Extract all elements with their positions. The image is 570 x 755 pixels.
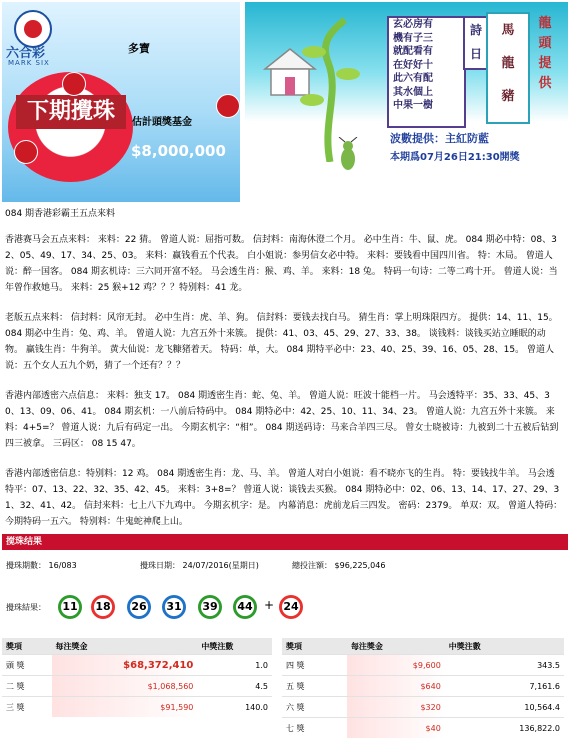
poem-line: 機有子三 bbox=[393, 32, 433, 44]
winner-count: 343.5 bbox=[445, 655, 564, 676]
paragraph: 香港内部透密信息：特别料：12 鸡。 084 期透密生肖：龙、马、羊。 曾道人对白小姐说：看不晓亦飞的生肖。 特：要钱找牛羊。 马会透特平：07、13、22、32、35、42、45。 来料：3+8=？ 曾道人说：谈钱去买猴。 084 期特必中：02、06、13、14、17、27、29、31、32、41、42。 信封来料：七上八下九鸡中。 今期玄机字：是。 内幕消息：虎前龙后三四发。 密码：2379。 单双：双。 曾道人特码：今期特码一五六。 特别料：牛鬼蛇神爬上山。 bbox=[5, 469, 563, 527]
poem-title: 詩日 bbox=[463, 16, 489, 70]
table-row bbox=[282, 676, 564, 697]
result-label: 攪珠結果： bbox=[6, 603, 46, 612]
winner-count: 10,564.4 bbox=[445, 697, 564, 718]
result-ball: 39 bbox=[198, 595, 222, 619]
red-ball-icon bbox=[62, 72, 86, 96]
draw-number: 攪珠期數： 16/083 bbox=[6, 561, 77, 570]
mark-six-banner bbox=[2, 2, 240, 202]
poem-line: 玄必房有 bbox=[393, 19, 433, 30]
turnover: 總投注額： $96,225,046 bbox=[292, 561, 386, 570]
zodiac-item: 馬 bbox=[501, 23, 515, 38]
prize-amount: $40 bbox=[347, 718, 445, 739]
result-ball: 44 bbox=[233, 595, 257, 619]
jackpot-amount: $8,000,000 bbox=[131, 142, 226, 160]
winner-count: 1.0 bbox=[197, 655, 272, 676]
winner-count: 136,822.0 bbox=[445, 718, 564, 739]
side-title: 龍頭提供 bbox=[538, 16, 552, 91]
poem-line: 中果一樹 bbox=[393, 100, 433, 111]
column-header: 中獎注數 bbox=[445, 638, 564, 655]
column-header: 中獎注數 bbox=[197, 638, 272, 655]
prize-amount: $320 bbox=[347, 697, 445, 718]
paragraph: 香港内部透密六点信息： 来料：独支 17。 084 期透密生肖：蛇、兔、羊。 曾道人说：旺波十能档一片。 马会透特平：35、33、45、30、13、09、06、41。 084 期玄机：一八前后特码中。 084 期特必中：42、25、10、11、34、23。 曾道人说：九宫五外十来簇。 来料：4+5=？ 曾道人说：九后有码定一出。 今期玄机字：“相”。 084 期送码诗：马来合羊四三尽。 曾女士晓被诗：九被到二十五被后钻到四三被拿。 三码区： 08 15 47。 bbox=[5, 391, 559, 449]
logo-text: 六合彩 bbox=[6, 46, 46, 61]
table-row bbox=[2, 676, 272, 697]
red-ball-icon bbox=[216, 94, 240, 118]
table-row bbox=[282, 655, 564, 676]
zodiac-item: 豬 bbox=[501, 89, 515, 104]
poem-line: 其水個上 bbox=[393, 86, 433, 98]
result-ball: 26 bbox=[127, 595, 151, 619]
poem-line: 在好好十 bbox=[393, 59, 433, 71]
winner-count: 140.0 bbox=[197, 697, 272, 718]
column-header: 每注獎金 bbox=[52, 638, 198, 655]
prize-name: 六 獎 bbox=[282, 697, 347, 718]
column-header: 獎項 bbox=[2, 638, 52, 655]
paragraph: 香港赛马会五点来料： 来料：22 猜。 曾道人说：屈指可数。 信封料：南海休澄二个月。 必中生肖：牛、鼠、虎。 084 期必中特：08、32、05、49、17、34、25、03。 来料：赢钱看五个代表。 白小姐说：参男信女必中特。 来料：要钱看中国四川省。 特：木局。 曾道人说：醉一国客。 084 期玄机诗：三六同开富不轻。 马会透生肖：猴、鸡、羊。 来料：18 兔。 特码一句诗：二等二鸡十开。 曾道人说：当年曾作救她马。 来料：25 猴+12 鸡？？？特别料：41 龙。 bbox=[5, 235, 558, 293]
zodiac-box bbox=[486, 12, 530, 124]
result-ball: 11 bbox=[58, 595, 82, 619]
cricket-icon bbox=[333, 137, 363, 177]
provider-text: 波數提供：主紅防藍 bbox=[390, 132, 489, 145]
prize-name: 頭 獎 bbox=[2, 655, 52, 676]
promo-text: 多寶 bbox=[128, 42, 150, 55]
prize-name: 五 獎 bbox=[282, 676, 347, 697]
prize-name: 四 獎 bbox=[282, 655, 347, 676]
estimated-jackpot-label: 估計頭獎基金 bbox=[132, 117, 192, 128]
red-ball-icon bbox=[14, 140, 38, 164]
draw-date: 攪珠日期： 24/07/2016(星期日) bbox=[140, 561, 259, 570]
paragraph: 老版五点来料： 信封料：风帘无封。 必中生肖：虎、羊、狗。 信封料：要钱去找白马。 猜生肖：掌上明珠限四方。 提供：14、11、15。 084 期必中生肖：兔、鸡、羊。 曾道人说：九宫五外十来簇。 提供：41、03、45、29、27、33、38。 谈钱料：谈钱买站立睡眠的动物。 赢钱生肖：牛狗羊。 黄大仙说：龙飞糠猪着天。 特码：单，大。 084 期特平必中：23、40、25、39、16、05、28、15。 曾道人说：五个女人五九个奶，猜了一个还有？？？ bbox=[5, 313, 558, 371]
prize-name: 七 獎 bbox=[282, 718, 347, 739]
table-row bbox=[2, 655, 272, 676]
result-ball: 18 bbox=[91, 595, 115, 619]
prize-amount: $1,068,560 bbox=[52, 676, 198, 697]
poem-line: 就配看有 bbox=[393, 46, 433, 57]
prize-amount: $9,600 bbox=[347, 655, 445, 676]
poem-banner bbox=[245, 2, 568, 202]
zodiac-item: 龍 bbox=[501, 56, 515, 71]
next-draw-label: 下期攪珠 bbox=[16, 95, 126, 129]
draw-period-text: 本期爲07月26日21:30開獎 bbox=[390, 152, 520, 163]
prize-amount: $91,590 bbox=[52, 697, 198, 718]
page-headline: 084 期香港彩霸王五点来料 bbox=[5, 209, 116, 219]
poem-line: 此六有配 bbox=[393, 73, 433, 84]
column-header: 每注獎金 bbox=[347, 638, 445, 655]
results-bar: 搅珠结果 bbox=[2, 534, 568, 550]
table-row bbox=[282, 718, 564, 739]
prize-name: 二 獎 bbox=[2, 676, 52, 697]
logo-subtext: MARK SIX bbox=[8, 59, 50, 67]
prize-name: 三 獎 bbox=[2, 697, 52, 718]
table-row bbox=[2, 697, 272, 718]
prize-amount: $68,372,410 bbox=[52, 655, 198, 676]
winner-count: 4.5 bbox=[197, 676, 272, 697]
winner-count: 7,161.6 bbox=[445, 676, 564, 697]
prize-table-left bbox=[2, 638, 272, 717]
prize-amount: $640 bbox=[347, 676, 445, 697]
column-header: 獎項 bbox=[282, 638, 347, 655]
table-row bbox=[282, 697, 564, 718]
poem-box bbox=[387, 16, 466, 128]
prize-table-right bbox=[282, 638, 564, 738]
result-ball: 31 bbox=[162, 595, 186, 619]
special-ball: 24 bbox=[279, 595, 303, 619]
plus-sign: + bbox=[264, 598, 275, 612]
